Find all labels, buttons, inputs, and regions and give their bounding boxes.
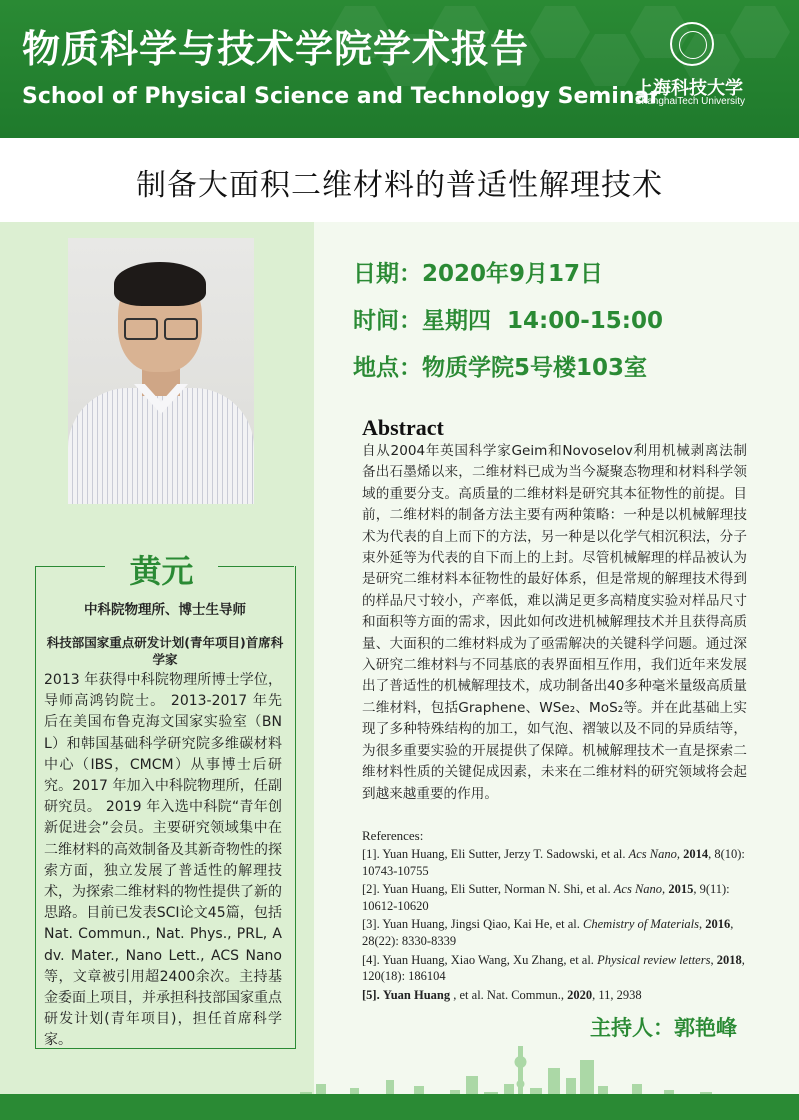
speaker-photo [68,238,254,504]
reference-item: [2]. Yuan Huang, Eli Sutter, Norman N. Shi, et al. Acs Nano, 2015, 9(11): 10612-10620 [362,882,730,913]
speaker-honor: 科技部国家重点研发计划(青年项目)首席科学家 [46,635,284,667]
abstract-text: 自从2004年英国科学家Geim和Novoselov利用机械剥离法制备出石墨烯以来，二维材料已成为当今凝聚态物理和材料科学领域的重要分支。高质量的二维材料是研究其本征物性的前提。目前，二维材料的制备方法主要有两种策略：一种是以机械解理技术为代表的自上而下的方法，另一种是以化学气相沉积法，分子束外延等为代表的自下而上的上封。尽管机械解理的样品被认为是研究二维材料本征物性的最好体系，但是常规的解理技术得到的样品尺寸较小，产率低，难以满足更多高精度实验对样品尺寸和面积等方面的需求，因此如何改进机械解理技术并且获得高质量、大面积的二维材料成为了亟需解决的关键科学问题。通过深入研究二维材料与不同基底的表界面相互作用，我们近年来发展出了普适性的机械解理技术，成功制备出40多种毫米量级高质量二维材料，包括Graphene、WSe₂、MoS₂等。并在此基础上实现了多种特殊结构的加工，如气泡、褶皱以及不同的异质结等，为很多重要实验的开展提供了保障。机械解理技术一直是探索二维材料性质的关键促成因素，未来在二维材料的研究领域将会起到越来越重要的作用。 [362,443,747,802]
university-name-en: ShanghaiTech University [635,96,746,107]
speaker-affiliation: 中科院物理所、博士生导师 [84,602,246,618]
university-seal-icon [670,22,714,66]
footer-bar [0,1094,799,1120]
host-line: 主持人：郭艳峰 [590,1016,737,1040]
references-list [362,846,747,1005]
date-line: 日期：2020年9月17日 [353,261,604,287]
time-line: 时间：星期四 14:00-15:00 [353,308,663,334]
speaker-bio: 2013 年获得中科院物理所博士学位，导师高鸿钧院士。 2013-2017 年先后在美国布鲁克海文国家实验室（BNL）和韩国基础科学研究院多维碳材料中心（IBS，CMCM）从事博士后研究。2017 年加入中科院物理所，任副研究员。 2019 年入选中科院“青年创新促进会”会员。主要研究领域集中在二维材料的高效制备及其新奇物性的探索方面，独立发展了普适性的解理技术，为探索二维材料的物性提供了新的思路。目前已发表SCI论文45篇，包括Nat. Commun., Nat. Phys., PRL, Adv. Mater., Nano Lett., ACS Nano 等，文章被引用超2400余次。主持基金委面上项目，并承担科技部国家重点研发计划(青年项目)，担任首席科学家。 [44,672,282,1049]
header-banner [0,0,799,138]
reference-item: [3]. Yuan Huang, Jingsi Qiao, Kai He, et al. Chemistry of Materials, 2016, 28(22): 8330-8339 [362,917,734,948]
reference-item: [1]. Yuan Huang, Eli Sutter, Jerzy T. Sadowski, et al. Acs Nano, 2014, 8(10): 10743-10755 [362,847,745,878]
speaker-name: 黄元 [129,552,194,590]
talk-title: 制备大面积二维材料的普适性解理技术 [136,168,663,203]
reference-item: [5]. Yuan Huang , et al. Nat. Commun., 2020, 11, 2938 [362,987,642,1002]
abstract-heading: Abstract [362,415,444,440]
reference-item: [4]. Yuan Huang, Xiao Wang, Xu Zhang, et al. Physical review letters, 2018, 120(18): 186104 [362,952,745,984]
university-name-cn: 上海科技大学 [635,78,743,99]
place-line: 地点：物质学院5号楼103室 [353,355,648,381]
references-heading: References: [362,828,424,843]
seminar-title-en: School of Physical Science and Technology Seminar [22,84,661,109]
seminar-title-cn: 物质科学与技术学院学术报告 [22,27,530,71]
